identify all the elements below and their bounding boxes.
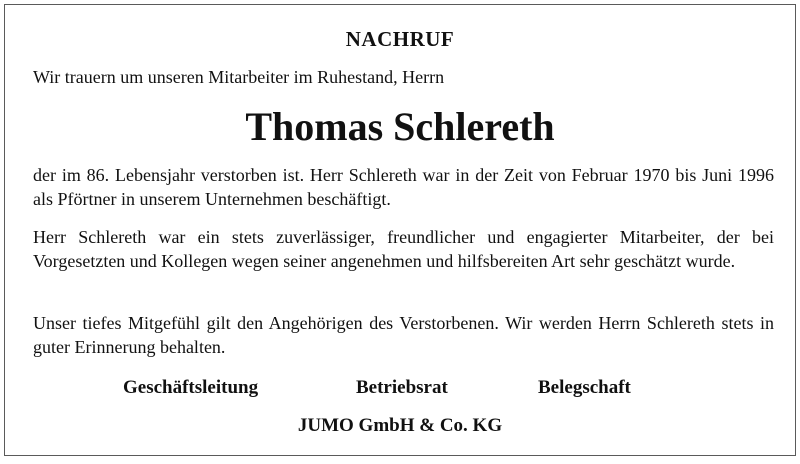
signatory-management: Geschäftsleitung — [123, 377, 259, 398]
paragraph-biography: der im 86. Lebensjahr verstorben ist. Herr Schlereth war in der Zeit von Februar 1970 bis Juni 1996 als Pförtner in unserem Unternehmen beschäftigt. — [33, 165, 774, 209]
notice-heading: NACHRUF — [345, 27, 455, 51]
signatory-works-council: Betriebsrat — [356, 377, 448, 398]
company-name: JUMO GmbH & Co. KG — [297, 415, 503, 436]
intro-line: Wir trauern um unseren Mitarbeiter im Ruhestand, Herrn — [33, 67, 445, 87]
paragraph-tribute: Herr Schlereth war ein stets zuverlässiger, freundlicher und engagierter Mitarbeiter, der bei Vorgesetzten und Kollegen wegen seiner angenehmen und hilfsbereiten Art sehr geschätzt wurde. — [33, 227, 774, 271]
signatory-staff: Belegschaft — [538, 377, 631, 398]
deceased-name: Thomas Schlereth — [245, 104, 555, 149]
obituary-notice — [4, 4, 796, 456]
paragraph-condolence: Unser tiefes Mitgefühl gilt den Angehörigen des Verstorbenen. Wir werden Herrn Schlereth stets in guter Erinnerung behalten. — [33, 313, 774, 357]
signatories-row — [5, 377, 795, 403]
